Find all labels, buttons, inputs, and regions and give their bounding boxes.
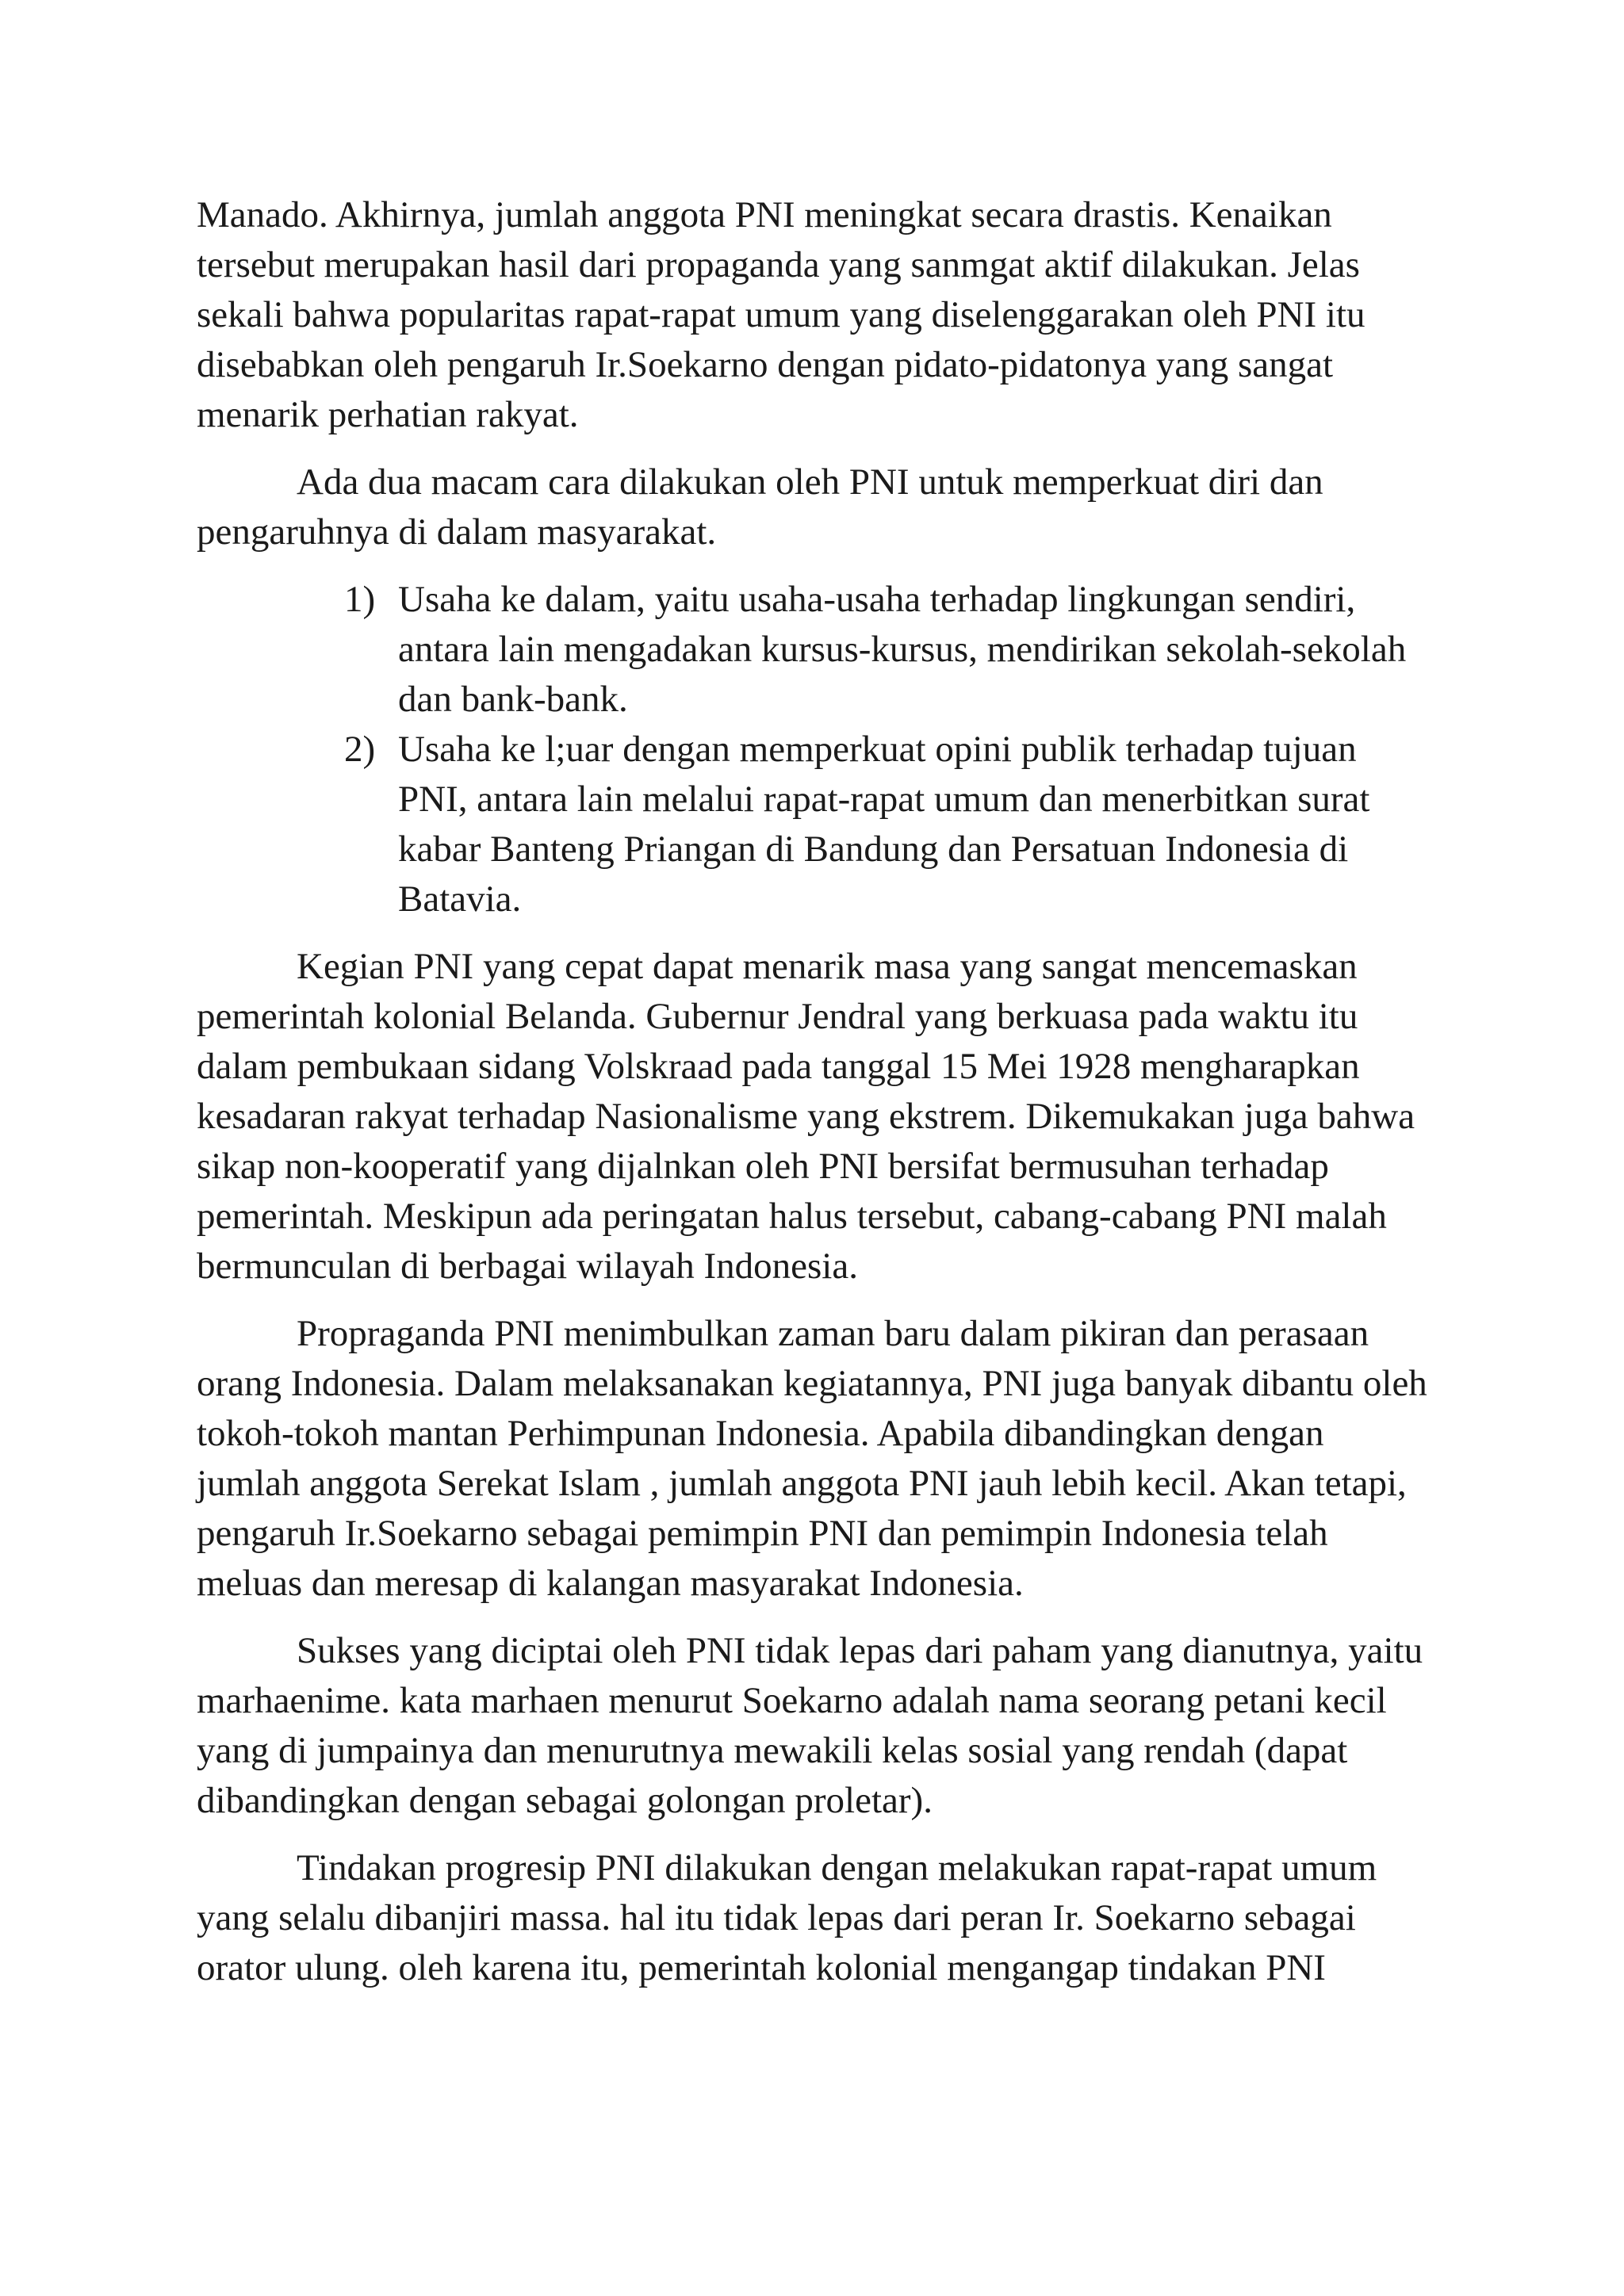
paragraph-gap [197, 924, 1434, 942]
paragraph-2: Ada dua macam cara dilakukan oleh PNI untuk memperkuat diri dan pengaruhnya di dalam masyarakat. [197, 461, 1323, 553]
list-item-number: 2) [344, 729, 376, 770]
list-item-1 [197, 575, 1434, 725]
paragraph-gap [197, 1826, 1434, 1843]
list-item-number: 1) [344, 579, 376, 620]
list-item-text: Usaha ke l;uar dengan memperkuat opini publik terhadap tujuan PNI, antara lain melalui rapat-rapat umum dan menerbitkan surat kabar Banteng Priangan di Bandung dan Persatuan Indonesia di Batavia. [398, 729, 1370, 920]
paragraph-gap [197, 557, 1434, 575]
paragraph-gap [197, 1609, 1434, 1626]
numbered-list [197, 575, 1434, 924]
list-item-2 [197, 725, 1434, 924]
paragraph-1: Manado. Akhirnya, jumlah anggota PNI meningkat secara drastis. Kenaikan tersebut merupakan hasil dari propaganda yang sanmgat aktif dilakukan. Jelas sekali bahwa popularitas rapat-rapat umum yang diselenggarakan oleh PNI itu disebabkan oleh pengaruh Ir.Soekarno dengan pidato-pidatonya yang sangat menarik perhatian rakyat. [197, 194, 1365, 435]
paragraph-6: Tindakan progresip PNI dilakukan dengan melakukan rapat-rapat umum yang selalu dibanjiri massa. hal itu tidak lepas dari peran Ir. Soekarno sebagai orator ulung. oleh karena itu, pemerintah kolonial mengangap tindakan PNI [197, 1847, 1377, 1988]
paragraph-gap [197, 440, 1434, 457]
list-item-text: Usaha ke dalam, yaitu usaha-usaha terhadap lingkungan sendiri, antara lain mengadakan kursus-kursus, mendirikan sekolah-sekolah dan bank-bank. [398, 579, 1407, 720]
document-body [197, 190, 1434, 1993]
paragraph-3: Kegian PNI yang cepat dapat menarik masa yang sangat mencemaskan pemerintah kolonial Belanda. Gubernur Jendral yang berkuasa pada waktu itu dalam pembukaan sidang Volskraad pada tanggal 15 Mei 1928 mengharapkan kesadaran rakyat terhadap Nasionalisme yang ekstrem. Dikemukakan juga bahwa sikap non-kooperatif yang dijalnkan oleh PNI bersifat bermusuhan terhadap pemerintah. Meskipun ada peringatan halus tersebut, cabang-cabang PNI malah bermunculan di berbagai wilayah Indonesia. [197, 946, 1415, 1287]
paragraph-5: Sukses yang diciptai oleh PNI tidak lepas dari paham yang dianutnya, yaitu marhaenime. kata marhaen menurut Soekarno adalah nama seorang petani kecil yang di jumpainya dan menurutnya mewakili kelas sosial yang rendah (dapat dibandingkan dengan sebagai golongan proletar). [197, 1630, 1423, 1821]
paragraph-4: Propraganda PNI menimbulkan zaman baru dalam pikiran dan perasaan orang Indonesia. Dalam melaksanakan kegiatannya, PNI juga banyak dibantu oleh tokoh-tokoh mantan Perhimpunan Indonesia. Apabila dibandingkan dengan jumlah anggota Serekat Islam , jumlah anggota PNI jauh lebih kecil. Akan tetapi, pengaruh Ir.Soekarno sebagai pemimpin PNI dan pemimpin Indonesia telah meluas dan meresap di kalangan masyarakat Indonesia. [197, 1313, 1427, 1604]
paragraph-gap [197, 1292, 1434, 1309]
